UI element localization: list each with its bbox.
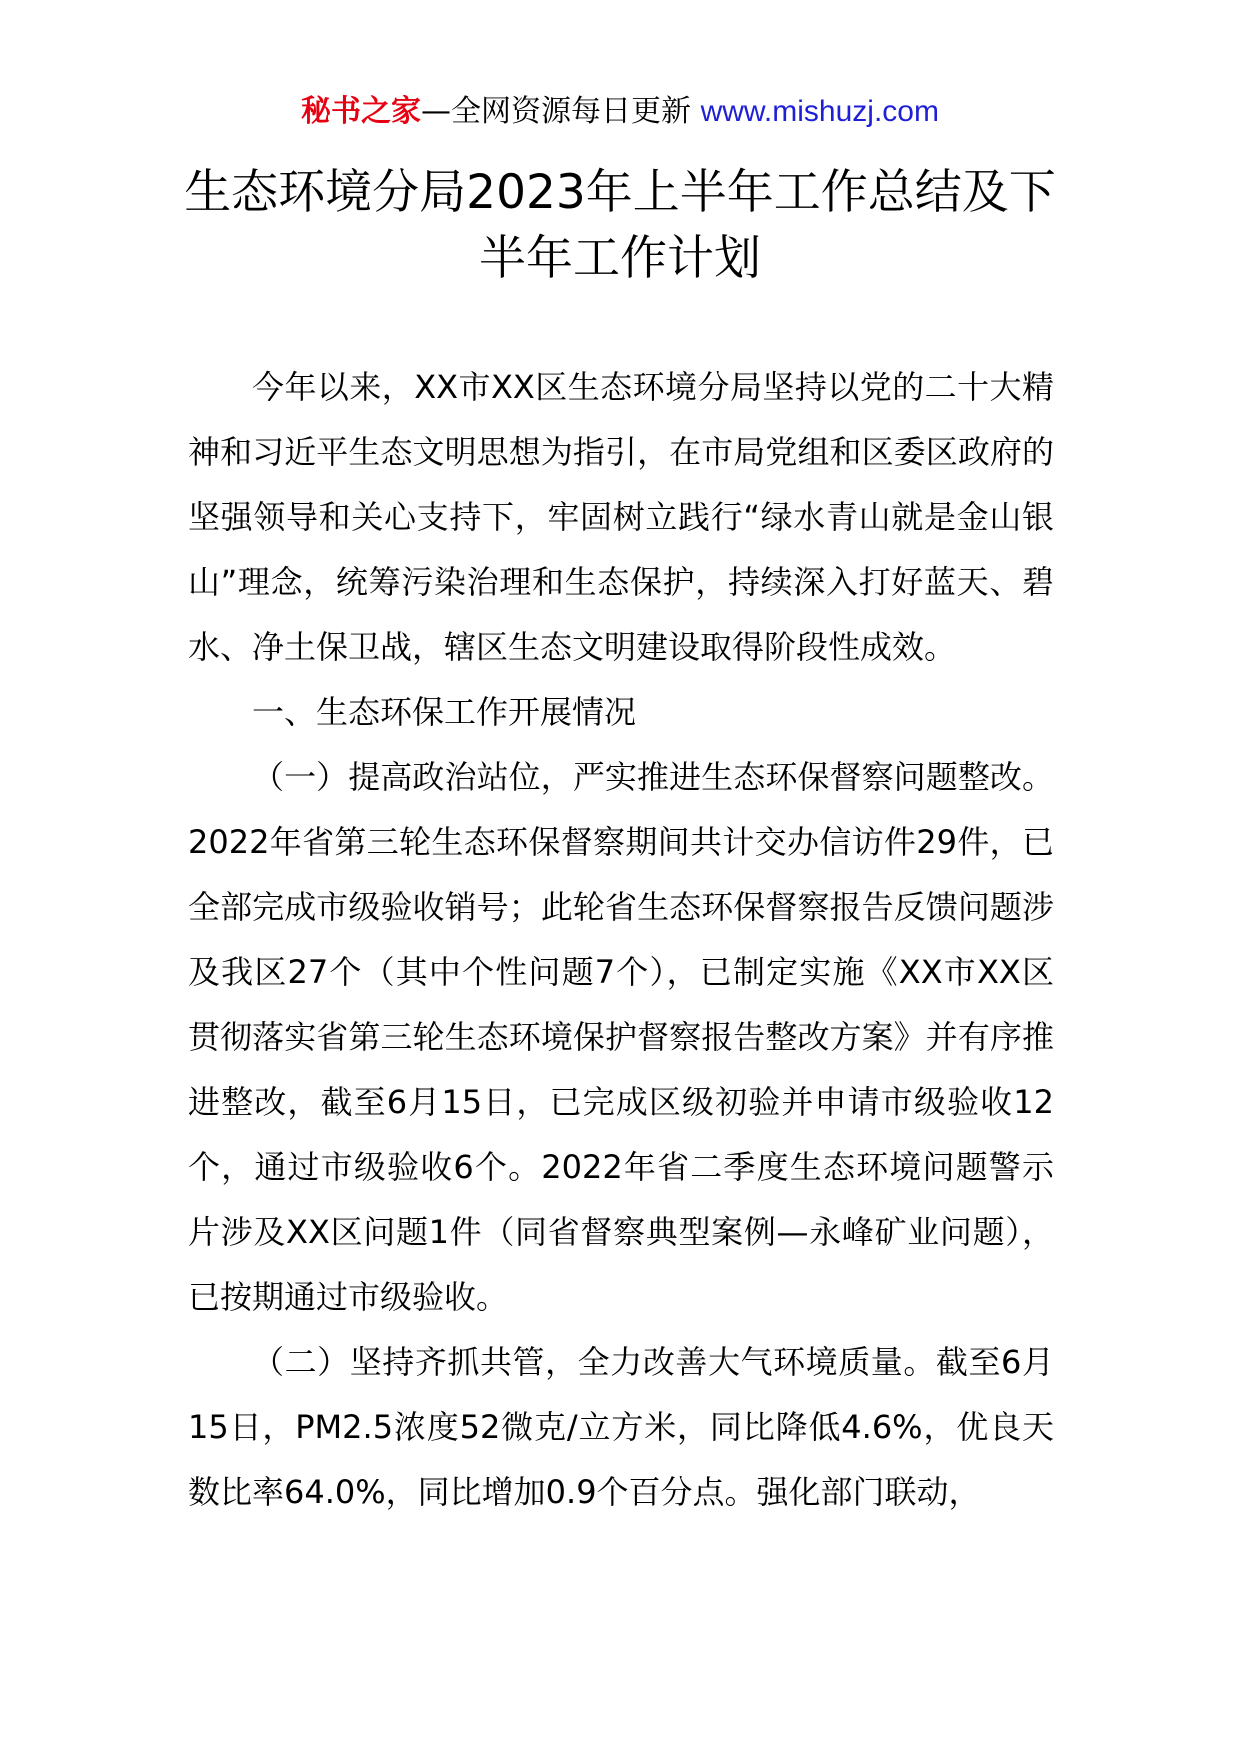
document-body bbox=[188, 355, 1054, 1525]
site-header bbox=[0, 92, 1240, 132]
item-2-paragraph: （二）坚持齐抓共管，全力改善大气环境质量。截至6月15日，PM2.5浓度52微克/立方米，同比降低4.6%，优良天数比率64.0%，同比增加0.9个百分点。强化部门联动， bbox=[188, 1343, 1054, 1511]
header-url-link[interactable]: www.mishuzj.com bbox=[700, 95, 939, 128]
document-title bbox=[160, 160, 1080, 292]
title-line-1: 生态环境分局2023年上半年工作总结及下 bbox=[184, 165, 1056, 220]
section-heading: 一、生态环保工作开展情况 bbox=[252, 693, 637, 731]
header-tagline: —全网资源每日更新 bbox=[421, 94, 692, 129]
brand-name: 秘书之家 bbox=[301, 94, 422, 129]
intro-paragraph: 今年以来，XX市XX区生态环境分局坚持以党的二十大精神和习近平生态文明思想为指引，在市局党组和区委区政府的坚强领导和关心支持下，牢固树立践行“绿水青山就是金山银山”理念，统筹污染治理和生态保护，持续深入打好蓝天、碧水、净土保卫战，辖区生态文明建设取得阶段性成效。 bbox=[188, 368, 1054, 666]
title-line-2: 半年工作计划 bbox=[479, 231, 761, 286]
item-1-paragraph: （一）提高政治站位，严实推进生态环保督察问题整改。2022年省第三轮生态环保督察期间共计交办信访件29件，已全部完成市级验收销号；此轮省生态环保督察报告反馈问题涉及我区27个（其中个性问题7个），已制定实施《XX市XX区贯彻落实省第三轮生态环境保护督察报告整改方案》并有序推进整改，截至6月15日，已完成区级初验并申请市级验收12个，通过市级验收6个。2022年省二季度生态环境问题警示片涉及XX区问题1件（同省督察典型案例—永峰矿业问题），已按期通过市级验收。 bbox=[188, 758, 1054, 1316]
